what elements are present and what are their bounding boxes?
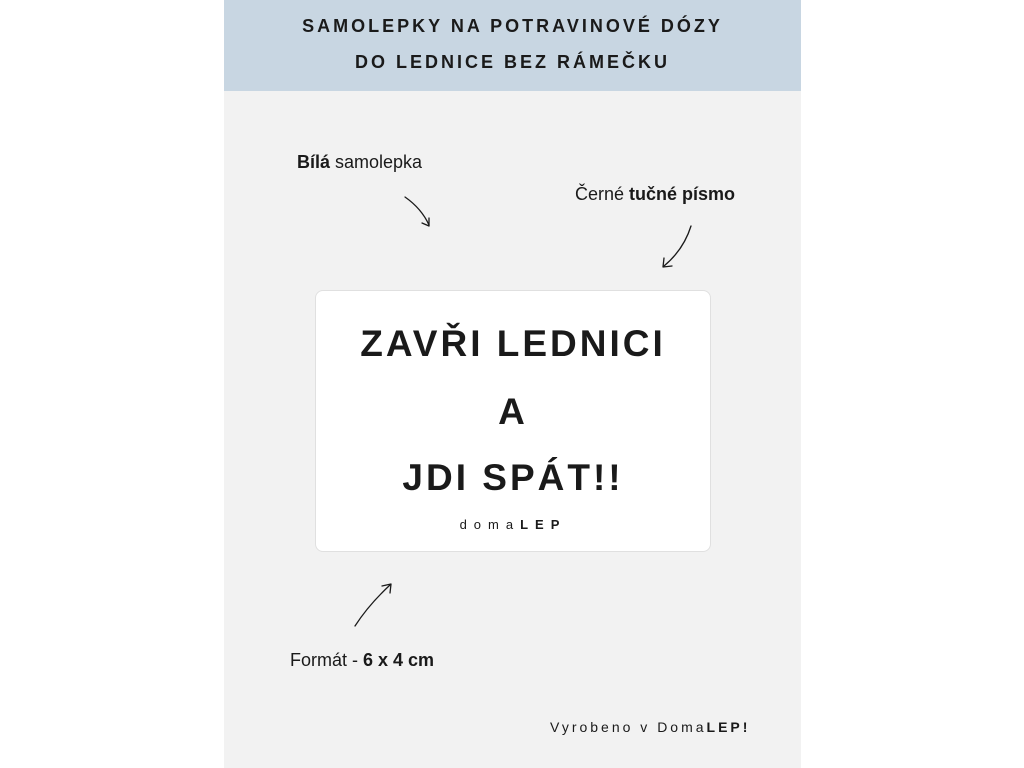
sticker-text-line-1: ZAVŘI LEDNICI — [360, 323, 666, 364]
note-black-bold: tučné písmo — [629, 184, 736, 204]
note-format — [290, 650, 434, 671]
note-black-font — [575, 184, 735, 205]
sticker-preview — [315, 290, 711, 552]
sticker-text-line-3: JDI SPÁT!! — [402, 457, 624, 498]
product-panel — [224, 0, 801, 768]
header-title-line-2: DO LEDNICE BEZ RÁMEČKU — [354, 52, 670, 72]
note-format-bold: 6 x 4 cm — [363, 650, 435, 670]
note-white-bold: Bílá — [297, 152, 331, 172]
arrow-icon — [399, 192, 439, 232]
note-white-rest: samolepka — [330, 152, 423, 172]
footer-made-by — [550, 719, 750, 735]
header-banner — [224, 0, 801, 91]
sticker-brand-bold: LEP — [520, 517, 567, 532]
header-title-line-1: SAMOLEPKY NA POTRAVINOVÉ DÓZY — [302, 16, 723, 36]
sticker-text-line-2: A — [498, 391, 528, 432]
sticker-brand — [316, 517, 710, 532]
note-format-rest: Formát - — [290, 650, 364, 670]
footer-bold: LEP! — [706, 719, 751, 735]
note-white-sticker — [297, 152, 422, 173]
footer-light: Vyrobeno v Doma — [550, 719, 707, 735]
arrow-icon — [656, 222, 696, 272]
sticker-brand-light: doma — [459, 517, 521, 532]
note-black-rest: Černé — [575, 184, 630, 204]
arrow-icon — [350, 580, 396, 630]
